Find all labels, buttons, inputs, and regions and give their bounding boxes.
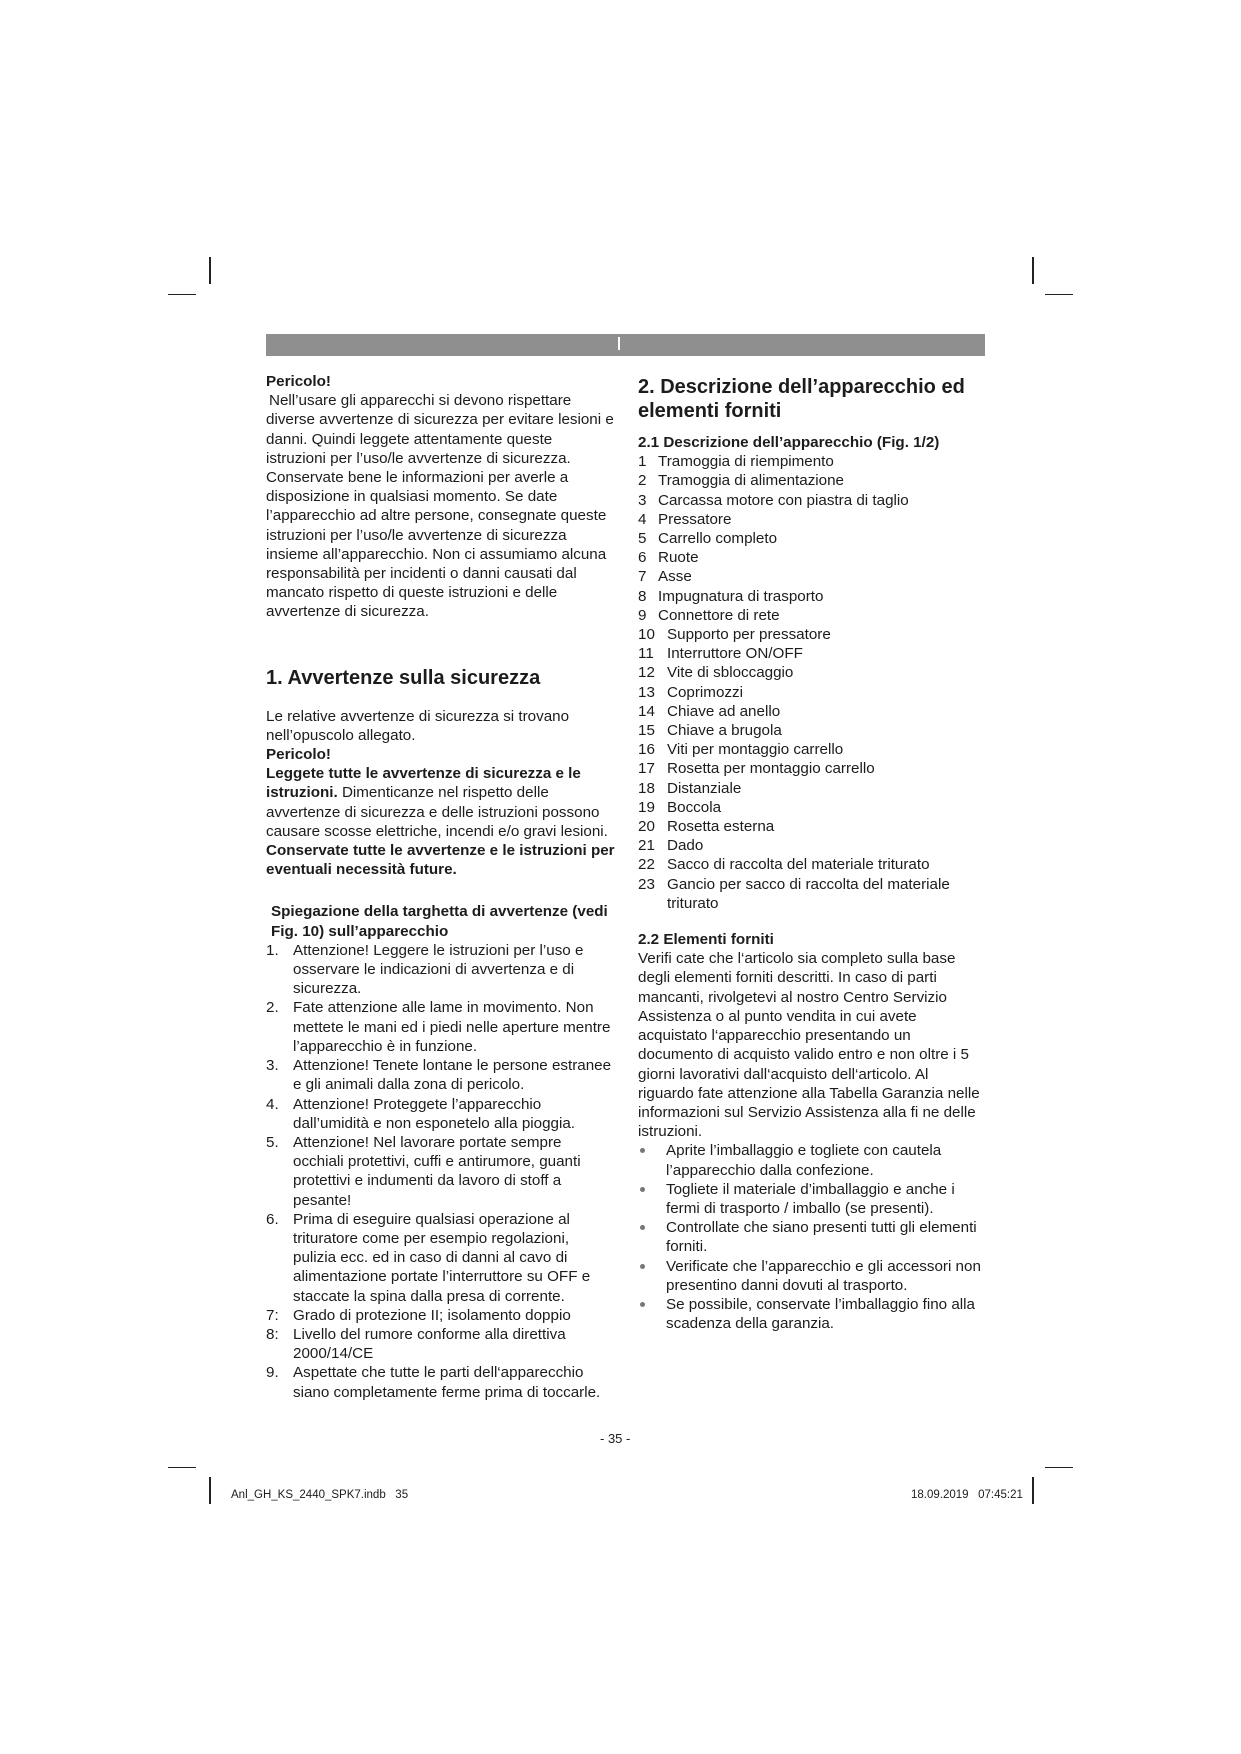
timestamp: 18.09.2019 07:45:21 <box>911 1489 1023 1501</box>
list-item: 3 Carcassa motore con piastra di taglio <box>638 491 909 509</box>
bullet-icon <box>640 1302 645 1307</box>
intro-heading: Pericolo! <box>266 373 331 390</box>
intro-text: Nell’usare gli apparecchi si devono rispettare diverse avvertenze di sicurezza per evitare lesioni e danni. Quindi leggete attentamente queste istruzioni per l’uso/le avvertenze di sicurezza. Conservate bene le informazioni per averle a disposizione in qualsiasi momento. Se date l’apparecchio ad altre persone, consegnate queste istruzioni per l’uso/le avvertenze di sicurezza insieme all’apparecchio. Non ci assumiamo alcuna responsabilità per incidenti o danni causati dal mancato rispetto di queste istruzioni e delle avvertenze di sicurezza. <box>266 392 614 621</box>
list-item: 18 Distanziale <box>638 779 742 797</box>
list-item: 17 Rosetta per montaggio carrello <box>638 760 875 778</box>
language-mark <box>618 337 620 350</box>
list-item: 1 Tramoggia di riempimento <box>638 453 834 471</box>
list-item: 2. Fate attenzione alle lame in movimento. Non mettete le mani ed i piedi nelle aperture mentre l’apparecchio è in funzione. <box>266 999 611 1055</box>
list-item: 6 Ruote <box>638 549 699 567</box>
crop-mark <box>168 1467 196 1468</box>
list-item: 21 Dado <box>638 837 704 855</box>
bullets-list <box>638 1141 988 1333</box>
label-items-list <box>266 941 616 1402</box>
list-item: Verificate che l’apparecchio e gli accessori non presentino danni dovuti al trasporto. <box>638 1257 988 1295</box>
list-item: 3. Attenzione! Tenete lontane le persone estranee e gli animali dalla zona di pericolo. <box>266 1057 612 1094</box>
list-item: 2 Tramoggia di alimentazione <box>638 472 845 490</box>
list-item: 11 Interruttore ON/OFF <box>638 645 803 663</box>
crop-mark <box>209 1477 211 1504</box>
crop-mark <box>1045 294 1073 295</box>
page-number: - 35 - <box>600 1431 631 1446</box>
list-item: 23 Gancio per sacco di raccolta del materiale triturato <box>638 875 950 912</box>
parts-list <box>638 452 988 913</box>
list-item: Controllate che siano presenti tutti gli elementi forniti. <box>638 1218 988 1256</box>
list-item: 8 Impugnatura di trasporto <box>638 587 824 605</box>
sub22-title: 2.2 Elementi forniti <box>638 931 774 949</box>
crop-mark <box>209 257 211 284</box>
right-column <box>638 372 988 1333</box>
bullet-icon <box>640 1264 645 1269</box>
crop-mark <box>168 294 196 295</box>
crop-mark <box>1045 1467 1073 1468</box>
bullet-icon <box>640 1225 645 1230</box>
list-item: 6. Prima di eseguire qualsiasi operazione al trituratore come per esempio regolazioni, pulizia ecc. ed in caso di danni al cavo di alimentazione portate l’interruttore su OFF e staccate la spina dalla presa di corrente. <box>266 1210 591 1305</box>
list-item: Aprite l’imballaggio e togliete con cautela l’apparecchio dalla confezione. <box>638 1141 988 1179</box>
list-item: 10 Supporto per pressatore <box>638 626 831 644</box>
keep-instructions: Conservate tutte le avvertenze e le istruzioni per eventuali necessità future. <box>266 842 615 879</box>
list-item: 7: Grado di protezione II; isolamento doppio <box>266 1306 571 1324</box>
list-item: 4. Attenzione! Proteggete l’apparecchio dall’umidità e non esponetelo alla pioggia. <box>266 1095 576 1132</box>
bullet-icon <box>640 1187 645 1192</box>
list-item: Togliete il materiale d’imballaggio e anche i fermi di trasporto / imballo (se presenti). <box>638 1180 988 1218</box>
crop-mark <box>1032 257 1034 284</box>
label-title: Spiegazione della targhetta di avvertenze (vedi Fig. 10) sull’apparecchio <box>271 903 608 940</box>
list-item: 12 Vite di sbloccaggio <box>638 664 794 682</box>
header-bar <box>266 334 985 356</box>
list-item: 13 Coprimozzi <box>638 683 743 701</box>
sub22-text: Verifi cate che l‘articolo sia completo sulla base degli elementi forniti descritti. In caso di parti mancanti, rivolgetevi al nostro Centro Servizio Assistenza o al punto vendita in cui avete acquistato l‘apparecchio presentando un documento di acquisto valido entro e non oltre i 5 giorni lavorativi dall‘acquisto dell‘articolo. Al riguardo fate attenzione alla Tabella Garanzia nelle informazioni sul Servizio Assistenza alla fi ne delle istruzioni. <box>638 950 980 1141</box>
left-column <box>266 372 616 1402</box>
read-instructions: Leggete tutte le avvertenze di sicurezza e le istruzioni. Dimenticanze nel rispetto delle avvertenze di sicurezza e delle istruzioni possono causare scosse elettriche, incendi e/o gravi lesioni. <box>266 765 608 840</box>
list-item: 5 Carrello completo <box>638 530 778 548</box>
list-item: 19 Boccola <box>638 798 722 816</box>
file-name: Anl_GH_KS_2440_SPK7.indb 35 <box>231 1489 409 1501</box>
list-item: 1. Attenzione! Leggere le istruzioni per l’uso e osservare le indicazioni di avvertenza e di sicurezza. <box>266 941 584 998</box>
section1-title: 1. Avvertenze sulla sicurezza <box>266 666 541 689</box>
section2-title: 2. Descrizione dell’apparecchio ed elementi forniti <box>638 376 965 422</box>
list-item: 14 Chiave ad anello <box>638 702 781 720</box>
sub21-title: 2.1 Descrizione dell’apparecchio (Fig. 1/2) <box>638 434 940 451</box>
list-item: Se possibile, conservate l’imballaggio fino alla scadenza della garanzia. <box>638 1295 988 1333</box>
bullet-icon <box>640 1148 645 1153</box>
list-item: 22 Sacco di raccolta del materiale triturato <box>638 856 930 874</box>
list-item: 4 Pressatore <box>638 510 732 528</box>
list-item: 16 Viti per montaggio carrello <box>638 741 844 759</box>
list-item: 15 Chiave a brugola <box>638 722 782 740</box>
list-item: 20 Rosetta esterna <box>638 818 775 836</box>
list-item: 9 Connettore di rete <box>638 606 780 624</box>
list-item: 8: Livello del rumore conforme alla direttiva 2000/14/CE <box>266 1325 566 1363</box>
list-item: 5. Attenzione! Nel lavorare portate sempre occhiali protettivi, cuffi e antirumore, guanti protettivi e indumenti da lavoro di stoff a pesante! <box>266 1133 581 1209</box>
section1-text: Le relative avvertenze di sicurezza si trovano nell’opuscolo allegato. <box>266 707 570 744</box>
list-item: 9. Aspettate che tutte le parti dell‘apparecchio siano completamente ferme prima di toccarle. <box>266 1364 601 1401</box>
list-item: 7 Asse <box>638 568 692 586</box>
danger-label: Pericolo! <box>266 746 331 764</box>
crop-mark <box>1032 1477 1034 1504</box>
